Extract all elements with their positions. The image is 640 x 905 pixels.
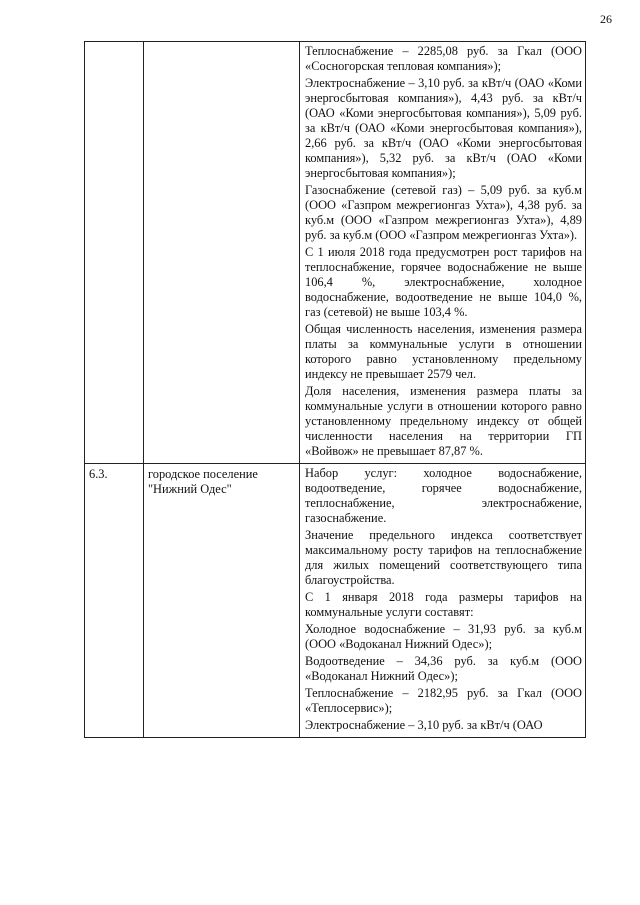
paragraph: Теплоснабжение – 2182,95 руб. за Гкал (ООО «Теплосервис»); xyxy=(305,686,582,715)
paragraph: Общая численность населения, изменения размера платы за коммунальные услуги в отношении которого равно установленному предельному индексу не превышает 2579 чел. xyxy=(305,322,582,381)
table-row-continued xyxy=(85,42,586,464)
paragraph: Доля населения, изменения размера платы за коммунальные услуги в отношении которого равно установленному предельному индексу от общей численности населения на территории ГП «Войвож» не превышает 87,87 %. xyxy=(305,384,582,458)
description-cell xyxy=(300,42,586,464)
paragraph: Теплоснабжение – 2285,08 руб. за Гкал (ООО «Сосногорская тепловая компания»); xyxy=(305,44,582,73)
page-number: 26 xyxy=(600,12,612,26)
row-number-cell xyxy=(85,42,144,464)
paragraph: Электроснабжение – 3,10 руб. за кВт/ч (ОАО xyxy=(305,718,543,732)
tariff-table xyxy=(84,41,586,738)
paragraph: Холодное водоснабжение – 31,93 руб. за куб.м (ООО «Водоканал Нижний Одес»); xyxy=(305,622,582,651)
paragraph: Водоотведение – 34,36 руб. за куб.м (ООО «Водоканал Нижний Одес»); xyxy=(305,654,582,683)
row-number-cell: 6.3. xyxy=(85,464,144,738)
paragraph: С 1 июля 2018 года предусмотрен рост тарифов на теплоснабжение, горячее водоснабжение не выше 106,4 %, электроснабжение, холодное водоснабжение, водоотведение не выше 104,0 %, газ (сетевой) не выше 103,4 %. xyxy=(305,245,582,319)
paragraph: Электроснабжение – 3,10 руб. за кВт/ч (ОАО «Коми энергосбытовая компания»), 4,43 руб. за кВт/ч (ОАО «Коми энергосбытовая компания»), 5,09 руб. за кВт/ч (ОАО «Коми энергосбытовая компания»), 2,66 руб. за кВт/ч (ОАО «Коми энергосбытовая компания»), 5,32 руб. за кВт/ч (ОАО «Коми энергосбытовая компания»); xyxy=(305,76,582,180)
paragraph: С 1 января 2018 года размеры тарифов на коммунальные услуги составят: xyxy=(305,590,582,619)
description-cell xyxy=(300,464,586,738)
table-row-6-3 xyxy=(85,464,586,738)
area-cell: городское поселение "Нижний Одес" xyxy=(144,464,300,738)
paragraph: Газоснабжение (сетевой газ) – 5,09 руб. за куб.м (ООО «Газпром межрегионгаз Ухта»), 4,38 руб. за куб.м (ООО «Газпром межрегионгаз Ухта»), 4,89 руб. за куб.м (ООО «Газпром межрегионгаз Ухта»). xyxy=(305,183,582,242)
paragraph: Значение предельного индекса соответствует максимальному росту тарифов на теплоснабжение для жилых помещений соответствующего типа благоустройства. xyxy=(305,528,582,587)
paragraph: Набор услуг: холодное водоснабжение, водоотведение, горячее водоснабжение, теплоснабжение, электроснабжение, газоснабжение. xyxy=(305,466,582,525)
area-cell xyxy=(144,42,300,464)
